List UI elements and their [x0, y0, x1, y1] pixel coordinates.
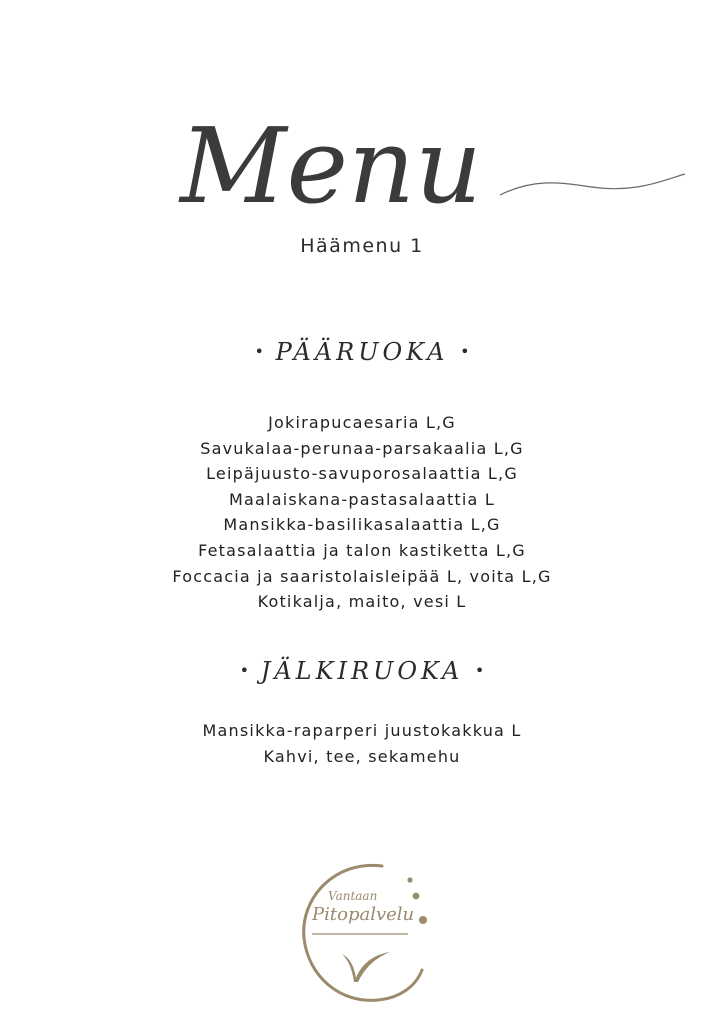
dessert-list [0, 718, 724, 769]
dessert-heading-text: JÄLKIRUOKA [260, 657, 464, 685]
heading-dot-right: • [474, 661, 485, 680]
logo-dot-medium [413, 893, 420, 900]
logo-ring [304, 865, 422, 1000]
menu-item: Kotikalja, maito, vesi L [257, 592, 467, 612]
menu-subtitle: Häämenu 1 [300, 235, 424, 257]
menu-item: Mansikka-raparperi juustokakkua L [202, 721, 522, 740]
main-course-heading [0, 338, 724, 366]
logo-text-pitopalvelu: Pitopalvelu [312, 904, 415, 925]
menu-item: Savukalaa-perunaa-parsakaalia L,G [200, 438, 524, 458]
menu-title [170, 90, 700, 230]
heading-dot-left: • [239, 661, 250, 680]
heading-dot-left: • [254, 342, 264, 361]
logo-text-vantaan: Vantaan [328, 889, 378, 903]
logo-dot-large [419, 916, 427, 924]
menu-item: Foccacia ja saaristolaisleipää L, voita L,G [172, 566, 552, 586]
title-flourish [500, 174, 685, 195]
menu-item: Leipäjuusto-savuporosalaattia L,G [206, 464, 518, 484]
menu-item: Mansikka-basilikasalaattia L,G [223, 515, 501, 535]
wheat-leaf-icon [342, 952, 390, 982]
menu-item: Maalaiskana-pastasalaattia L [229, 489, 495, 509]
heading-dot-right: • [460, 342, 470, 361]
vantaan-pitopalvelu-logo [290, 858, 440, 1008]
dessert-heading [0, 657, 724, 685]
menu-item: Kahvi, tee, sekamehu [263, 746, 461, 766]
menu-title-text: Menu [180, 105, 482, 227]
menu-item: Fetasalaattia ja talon kastiketta L,G [198, 540, 526, 560]
main-course-heading-text: PÄÄRUOKA [275, 338, 449, 366]
menu-item: Jokirapucaesaria L,G [268, 413, 456, 432]
logo-dot-small [407, 877, 412, 882]
main-course-list [0, 410, 724, 615]
